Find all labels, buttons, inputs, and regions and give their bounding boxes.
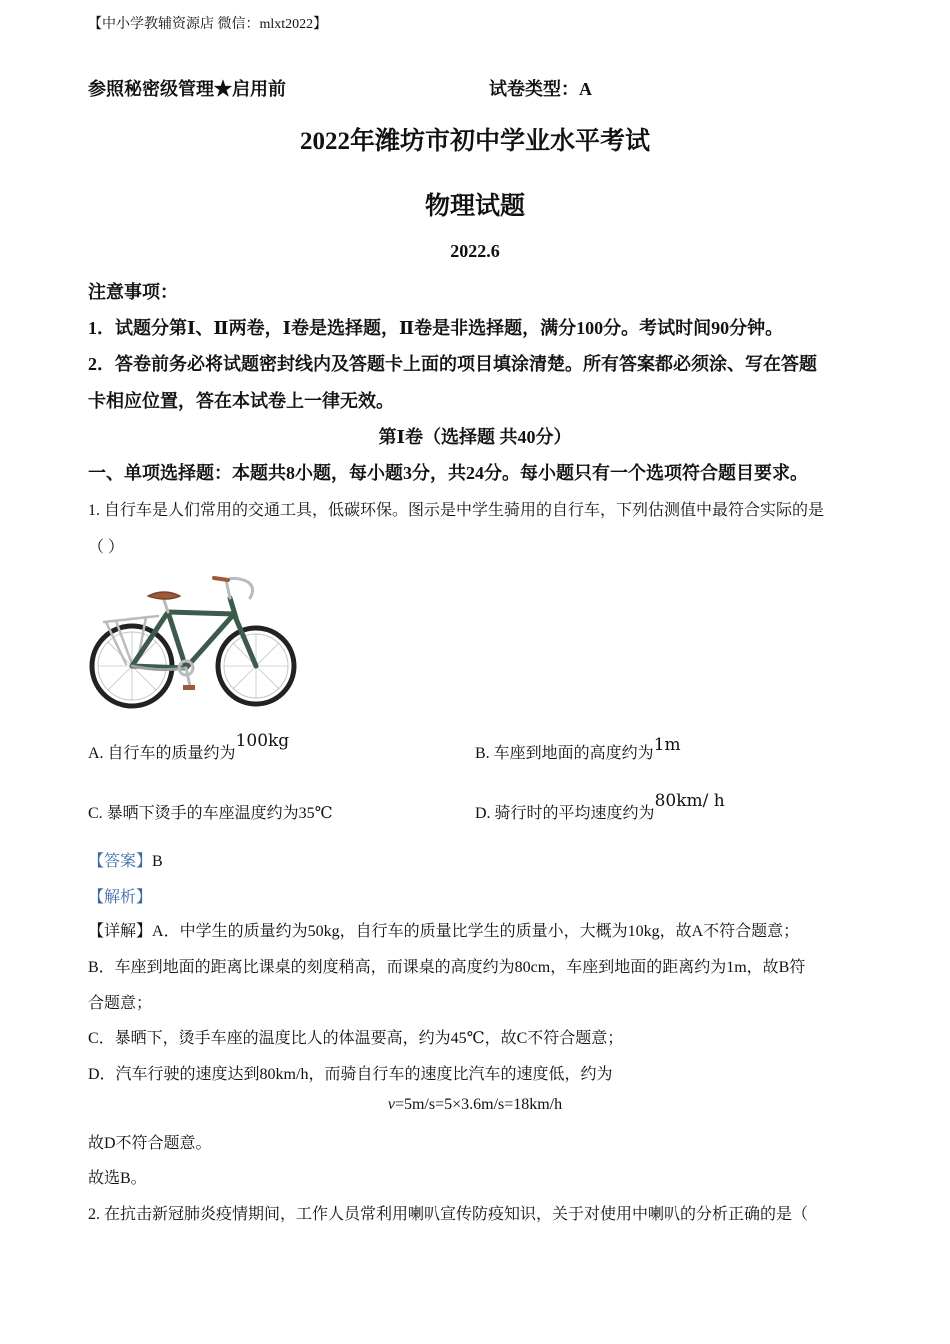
q1-answer [88,848,163,871]
q1-option-d [475,791,725,823]
final-choice: 故选B。 [88,1170,147,1187]
bike-saddle [148,592,180,599]
notes-item-2-line-2: 卡相应位置，答在本试卷上一律无效。 [88,391,394,411]
conclusion-d: 故D不符合题意。 [88,1135,212,1152]
detail-d: D．汽车行驶的速度达到80km/h，而骑自行车的速度比汽车的速度低，约为 [88,1066,613,1083]
exam-title: 2022年潍坊市初中学业水平考试 [299,128,650,155]
notes-item-1: 1．试题分第Ⅰ、Ⅱ两卷，Ⅰ卷是选择题，Ⅱ卷是非选择题，满分100分。考试时间90分钟。 [88,318,784,338]
detail-a [88,918,799,941]
q2-stem-line-1: 2. 在抗击新冠肺炎疫情期间，工作人员常利用喇叭宣传防疫知识，关于对使用中喇叭的分析正确的是（ [88,1206,809,1223]
answer-value: B [152,853,163,870]
detail-b-line-1: B．车座到地面的距离比课桌的刻度稍高，而课桌的高度约为80cm，车座到地面的距离约为1m，故B符 [88,959,806,976]
q1-option-c: C. 暴晒下烫手的车座温度约为35℃ [88,805,333,822]
speed-formula [0,1096,950,1114]
paper-type: 试卷类型：A [489,79,592,99]
subject-title: 物理试题 [424,193,525,220]
detail-c: C．暴晒下，烫手车座的温度比人的体温要高，约为45℃，故C不符合题意； [88,1030,624,1047]
q1-option-b [475,735,681,763]
bike-handlebar [226,578,253,598]
notes-heading: 注意事项： [88,282,178,302]
q1-option-d-text: D. 骑行时的平均速度约为 [475,805,655,822]
q1-option-b-formula: 1m [653,735,681,755]
secret-level: 参照秘密级管理★启用前 [88,79,286,99]
section-title: 第Ⅰ卷（选择题 共40分） [378,427,572,447]
part1-title: 一、单项选择题：本题共8小题，每小题3分，共24分。每小题只有一个选项符合题目要求。 [88,463,808,483]
bicycle-image [86,572,298,710]
detail-tag: 【详解】 [88,923,153,940]
detail-b-line-2: 合题意； [88,995,153,1012]
q1-option-d-formula: 80km/ h [654,791,725,811]
q1-stem-line-1: 1. 自行车是人们常用的交通工具，低碳环保。图示是中学生骑用的自行车，下列估测值中最符合实际的是 [88,502,825,519]
q1-option-a-formula: 100kg [235,731,290,751]
q1-stem-line-2: （ ） [88,539,125,556]
answer-tag: 【答案】 [88,853,153,870]
formula-variable: v [387,1096,395,1113]
q1-option-a [88,731,290,763]
notes-item-2-line-1: 2．答卷前务必将试题密封线内及答题卡上面的项目填涂清楚。所有答案都必须涂、写在答题 [88,354,817,374]
exam-date: 2022.6 [450,241,500,261]
q1-option-b-text: B. 车座到地面的高度约为 [475,745,654,762]
detail-a-text: A．中学生的质量约为50kg，自行车的质量比学生的质量小，大概为10kg，故A不符合题意； [152,923,800,940]
q1-option-a-text: A. 自行车的质量约为 [88,745,236,762]
analysis-tag: 【解析】 [88,889,153,906]
formula-expression: =5m/s=5×3.6m/s=18km/h [394,1096,563,1113]
header-note: 【中小学教辅资源店 微信：mlxt2022】 [88,17,328,32]
